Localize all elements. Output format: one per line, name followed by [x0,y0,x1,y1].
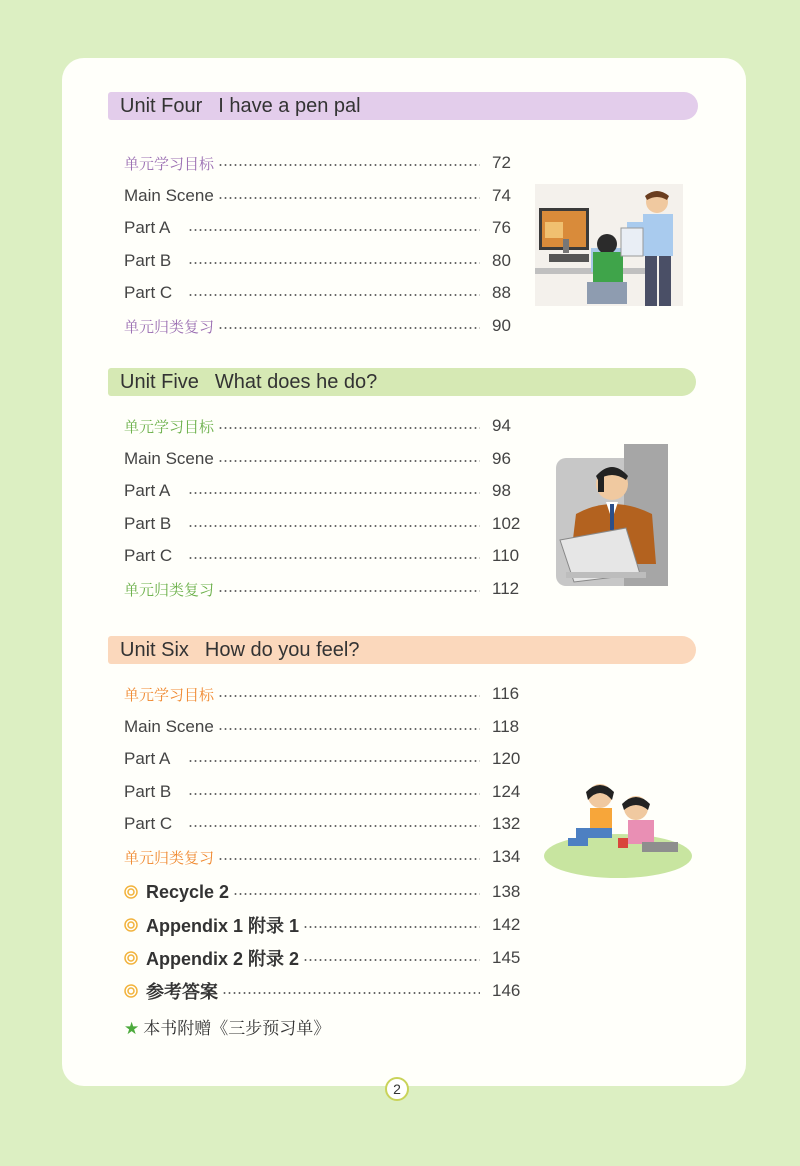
unit-number: Unit Four [120,94,203,117]
toc-entry-page: 90 [492,316,511,335]
appendix-entry[interactable] [124,979,524,1003]
toc-entry-label: Main Scene [124,716,214,736]
toc-entry-page: 132 [492,814,521,834]
toc-entry[interactable] [124,715,524,739]
toc-entry-label: Part C [124,546,173,566]
toc-entry[interactable] [124,314,524,338]
dot-leader [188,760,480,762]
toc-entry[interactable] [124,812,524,836]
toc-entry-page: 76 [492,218,511,238]
toc-entry-label: 单元归类复习 [124,849,215,867]
toc-entry-page: 94 [492,416,511,435]
unit-number: Unit Five [120,370,199,393]
toc-entry[interactable] [124,512,524,536]
toc-entry[interactable] [124,184,524,208]
toc-entry[interactable] [124,414,524,438]
toc-entry-page: 102 [492,513,521,533]
unit-six-header[interactable] [108,636,696,664]
toc-entry-label: Part C [124,814,173,834]
unit-six-illustration [542,778,692,880]
toc-entry[interactable] [124,682,524,706]
footer-note [124,1014,330,1039]
toc-entry-page: 74 [492,185,511,205]
appendix-entry-page: 138 [492,882,521,901]
dot-leader [218,460,480,462]
dot-leader [218,728,480,730]
dot-leader [218,164,480,166]
dot-leader [218,327,480,329]
toc-entry-page: 112 [492,579,520,598]
toc-entry-page: 118 [492,716,520,736]
toc-entry-label: 单元学习目标 [124,686,215,704]
dot-leader [303,959,480,961]
unit-five-illustration [556,444,668,586]
dot-leader [188,492,480,494]
star-icon: ★ [124,1019,140,1039]
toc-entry-label: Part C [124,283,173,303]
unit-title: How do you feel? [204,638,360,661]
toc-entry[interactable] [124,780,524,804]
appendix-entry-page: 142 [492,915,521,934]
dot-leader [188,229,480,231]
toc-entry-label: Part B [124,781,172,801]
toc-entry-label: Part A [124,218,171,238]
dot-leader [222,992,480,994]
toc-entry-label: Part B [124,250,172,270]
dot-leader [218,197,480,199]
unit-title: I have a pen pal [218,94,361,117]
toc-entry[interactable] [124,479,524,503]
toc-entry-page: 72 [492,153,511,172]
appendix-entry-label: 参考答案 [146,982,218,1002]
dot-leader [188,793,480,795]
appendix-entry[interactable] [124,880,524,904]
toc-entry-page: 120 [492,749,521,769]
bullseye-icon [124,984,138,998]
footer-note-text: 本书附赠《三步预习单》 [143,1019,331,1039]
appendix-entry-page: 146 [492,981,521,1000]
toc-entry[interactable] [124,577,524,601]
toc-entry-page: 116 [492,684,520,703]
dot-leader [188,262,480,264]
toc-entry[interactable] [124,281,524,305]
toc-entry-page: 110 [492,546,520,566]
toc-entry[interactable] [124,151,524,175]
toc-entry[interactable] [124,447,524,471]
dot-leader [188,557,480,559]
appendix-entry-page: 145 [492,948,521,967]
toc-entry-label: Part A [124,749,171,769]
appendix-entry-label: Appendix 1 附录 1 [146,916,300,936]
toc-entry-label: Part B [124,513,172,533]
toc-entry-label: 单元学习目标 [124,418,215,436]
toc-entry[interactable] [124,747,524,771]
bullseye-icon [124,885,138,899]
unit-number: Unit Six [120,638,189,661]
toc-entry[interactable] [124,544,524,568]
dot-leader [218,427,480,429]
dot-leader [188,525,480,527]
toc-entry[interactable] [124,845,524,869]
toc-entry-page: 124 [492,781,521,801]
toc-entry-label: Main Scene [124,185,214,205]
dot-leader [188,825,480,827]
toc-entry-page: 96 [492,448,511,468]
page-number: 2 [385,1077,409,1101]
toc-entry-label: Part A [124,481,171,501]
toc-entry-label: 单元学习目标 [124,155,215,173]
dot-leader [218,858,480,860]
dot-leader [218,590,480,592]
appendix-entry[interactable] [124,946,524,970]
toc-entry-page: 134 [492,847,521,866]
toc-entry-page: 88 [492,283,511,303]
unit-four-illustration [535,184,683,306]
dot-leader [188,294,480,296]
dot-leader [233,893,480,895]
toc-entry-page: 80 [492,250,511,270]
toc-entry[interactable] [124,216,524,240]
dot-leader [218,695,480,697]
toc-entry-page: 98 [492,481,511,501]
unit-title: What does he do? [214,370,378,393]
toc-entry-label: 单元归类复习 [124,318,215,336]
toc-entry-label: 单元归类复习 [124,581,215,599]
bullseye-icon [124,918,138,932]
toc-entry-label: Main Scene [124,448,214,468]
toc-entry[interactable] [124,249,524,273]
dot-leader [303,926,480,928]
appendix-entry-label: Appendix 2 附录 2 [146,949,300,969]
unit-five-header[interactable] [108,368,696,396]
bullseye-icon [124,951,138,965]
unit-four-header[interactable] [108,92,698,120]
appendix-entry[interactable] [124,913,524,937]
appendix-entry-label: Recycle 2 [146,881,230,902]
